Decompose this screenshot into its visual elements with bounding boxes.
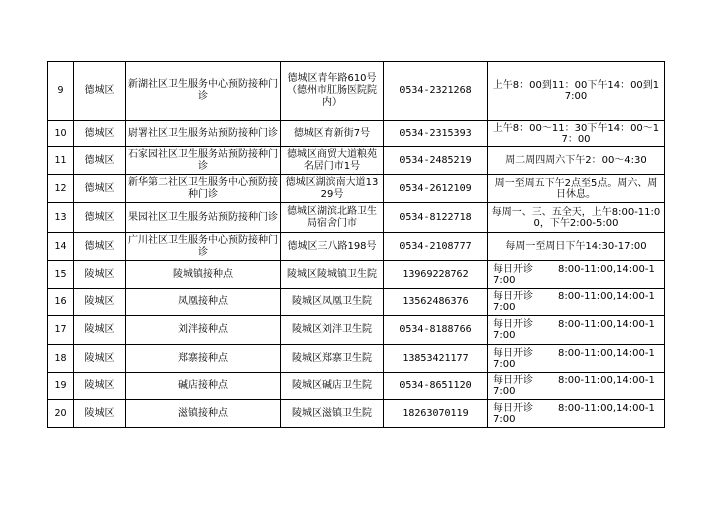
clinic-name-cell: 尉署社区卫生服务站预防接种门诊 — [126, 121, 281, 147]
clinic-name-cell: 郑寨接种点 — [126, 345, 281, 373]
row-number: 17 — [48, 316, 74, 345]
clinic-name-cell: 滋镇接种点 — [126, 400, 281, 428]
phone-cell: 13853421177 — [384, 345, 488, 373]
address-cell: 陵城区陵城镇卫生院 — [281, 261, 384, 289]
phone-cell: 0534-8188766 — [384, 316, 488, 345]
hours-range: 8:00-11:00,14:00-17:00 — [493, 263, 655, 286]
hours-cell — [488, 261, 665, 289]
hours-range: 8:00-11:00,14:00-17:00 — [493, 402, 655, 425]
hours-cell — [488, 373, 665, 400]
district-cell: 德城区 — [74, 233, 126, 261]
table-row — [48, 373, 665, 400]
district-cell: 德城区 — [74, 175, 126, 203]
row-number: 20 — [48, 400, 74, 428]
district-cell: 陵城区 — [74, 289, 126, 316]
row-number: 12 — [48, 175, 74, 203]
district-cell: 陵城区 — [74, 400, 126, 428]
district-cell: 陵城区 — [74, 345, 126, 373]
row-number: 9 — [48, 62, 74, 121]
district-cell: 德城区 — [74, 203, 126, 233]
clinic-name-cell: 果园社区卫生服务站预防接种门诊 — [126, 203, 281, 233]
row-number: 11 — [48, 147, 74, 175]
phone-cell: 0534-8122718 — [384, 203, 488, 233]
clinic-name-cell: 新湖社区卫生服务中心预防接种门诊 — [126, 62, 281, 121]
district-cell: 陵城区 — [74, 373, 126, 400]
row-number: 19 — [48, 373, 74, 400]
district-cell: 德城区 — [74, 147, 126, 175]
clinic-name-cell: 陵城镇接种点 — [126, 261, 281, 289]
row-number: 18 — [48, 345, 74, 373]
table-row — [48, 289, 665, 316]
table-row — [48, 400, 665, 428]
district-cell: 德城区 — [74, 62, 126, 121]
table-row — [48, 233, 665, 261]
clinic-name-cell: 石家园社区卫生服务站预防接种门诊 — [126, 147, 281, 175]
row-number: 15 — [48, 261, 74, 289]
table-row — [48, 147, 665, 175]
phone-cell: 13562486376 — [384, 289, 488, 316]
hours-cell — [488, 400, 665, 428]
hours-label: 每日开诊 — [493, 375, 533, 386]
phone-cell: 0534-2321268 — [384, 62, 488, 121]
address-cell: 陵城区碱店卫生院 — [281, 373, 384, 400]
district-cell: 陵城区 — [74, 261, 126, 289]
vaccination-clinic-table — [47, 61, 665, 428]
clinic-name-cell: 碱店接种点 — [126, 373, 281, 400]
clinic-name-cell: 刘泮接种点 — [126, 316, 281, 345]
phone-cell: 0534-2315393 — [384, 121, 488, 147]
clinic-name-cell: 新华第二社区卫生服务中心预防接种门诊 — [126, 175, 281, 203]
address-cell: 陵城区刘泮卫生院 — [281, 316, 384, 345]
table-row — [48, 62, 665, 121]
phone-cell: 0534-2612109 — [384, 175, 488, 203]
address-cell: 德城区育新街7号 — [281, 121, 384, 147]
table-row — [48, 261, 665, 289]
phone-cell: 18263070119 — [384, 400, 488, 428]
hours-cell: 周一至周五下午2点至5点。周六、周日休息。 — [488, 175, 665, 203]
table-row — [48, 316, 665, 345]
table-row — [48, 121, 665, 147]
phone-cell: 13969228762 — [384, 261, 488, 289]
table-row — [48, 175, 665, 203]
phone-cell: 0534-2485219 — [384, 147, 488, 175]
address-cell: 德城区商贸大道粮苑名居门市1号 — [281, 147, 384, 175]
address-cell: 德城区青年路610号（德州市肛肠医院院内） — [281, 62, 384, 121]
address-cell: 陵城区凤凰卫生院 — [281, 289, 384, 316]
phone-cell: 0534-2108777 — [384, 233, 488, 261]
hours-cell — [488, 289, 665, 316]
table-row — [48, 203, 665, 233]
hours-cell: 上午8：00～11：30下午14：00～17：00 — [488, 121, 665, 147]
row-number: 13 — [48, 203, 74, 233]
row-number: 16 — [48, 289, 74, 316]
address-cell: 陵城区郑寨卫生院 — [281, 345, 384, 373]
address-cell: 陵城区滋镇卫生院 — [281, 400, 384, 428]
hours-cell: 每周一、三、五全天，上午8:00-11:00，下午2:00-5:00 — [488, 203, 665, 233]
row-number: 10 — [48, 121, 74, 147]
hours-label: 每日开诊 — [493, 319, 533, 330]
address-cell: 德城区三八路198号 — [281, 233, 384, 261]
district-cell: 陵城区 — [74, 316, 126, 345]
hours-label: 每日开诊 — [493, 402, 533, 414]
hours-label: 每日开诊 — [493, 347, 533, 359]
hours-label: 每日开诊 — [493, 263, 533, 275]
hours-range: 8:00-11:00,14:00-17:00 — [493, 375, 655, 397]
phone-cell: 0534-8651120 — [384, 373, 488, 400]
hours-cell — [488, 345, 665, 373]
district-cell: 德城区 — [74, 121, 126, 147]
row-number: 14 — [48, 233, 74, 261]
hours-range: 8:00-11:00,14:00-17:00 — [493, 291, 655, 313]
hours-label: 每日开诊 — [493, 291, 533, 302]
hours-cell: 上午8：00到11：00下午14：00到17:00 — [488, 62, 665, 121]
hours-range: 8:00-11:00,14:00-17:00 — [493, 319, 655, 341]
hours-cell: 每周一至周日下午14:30-17:00 — [488, 233, 665, 261]
hours-range: 8:00-11:00,14:00-17:00 — [493, 347, 655, 370]
address-cell: 德城区湖滨南大道1329号 — [281, 175, 384, 203]
clinic-name-cell: 广川社区卫生服务中心预防接种门诊 — [126, 233, 281, 261]
hours-cell — [488, 316, 665, 345]
clinic-name-cell: 凤凰接种点 — [126, 289, 281, 316]
hours-cell: 周二周四周六下午2：00～4:30 — [488, 147, 665, 175]
table-row — [48, 345, 665, 373]
address-cell: 德城区湖滨北路卫生局宿舍门市 — [281, 203, 384, 233]
